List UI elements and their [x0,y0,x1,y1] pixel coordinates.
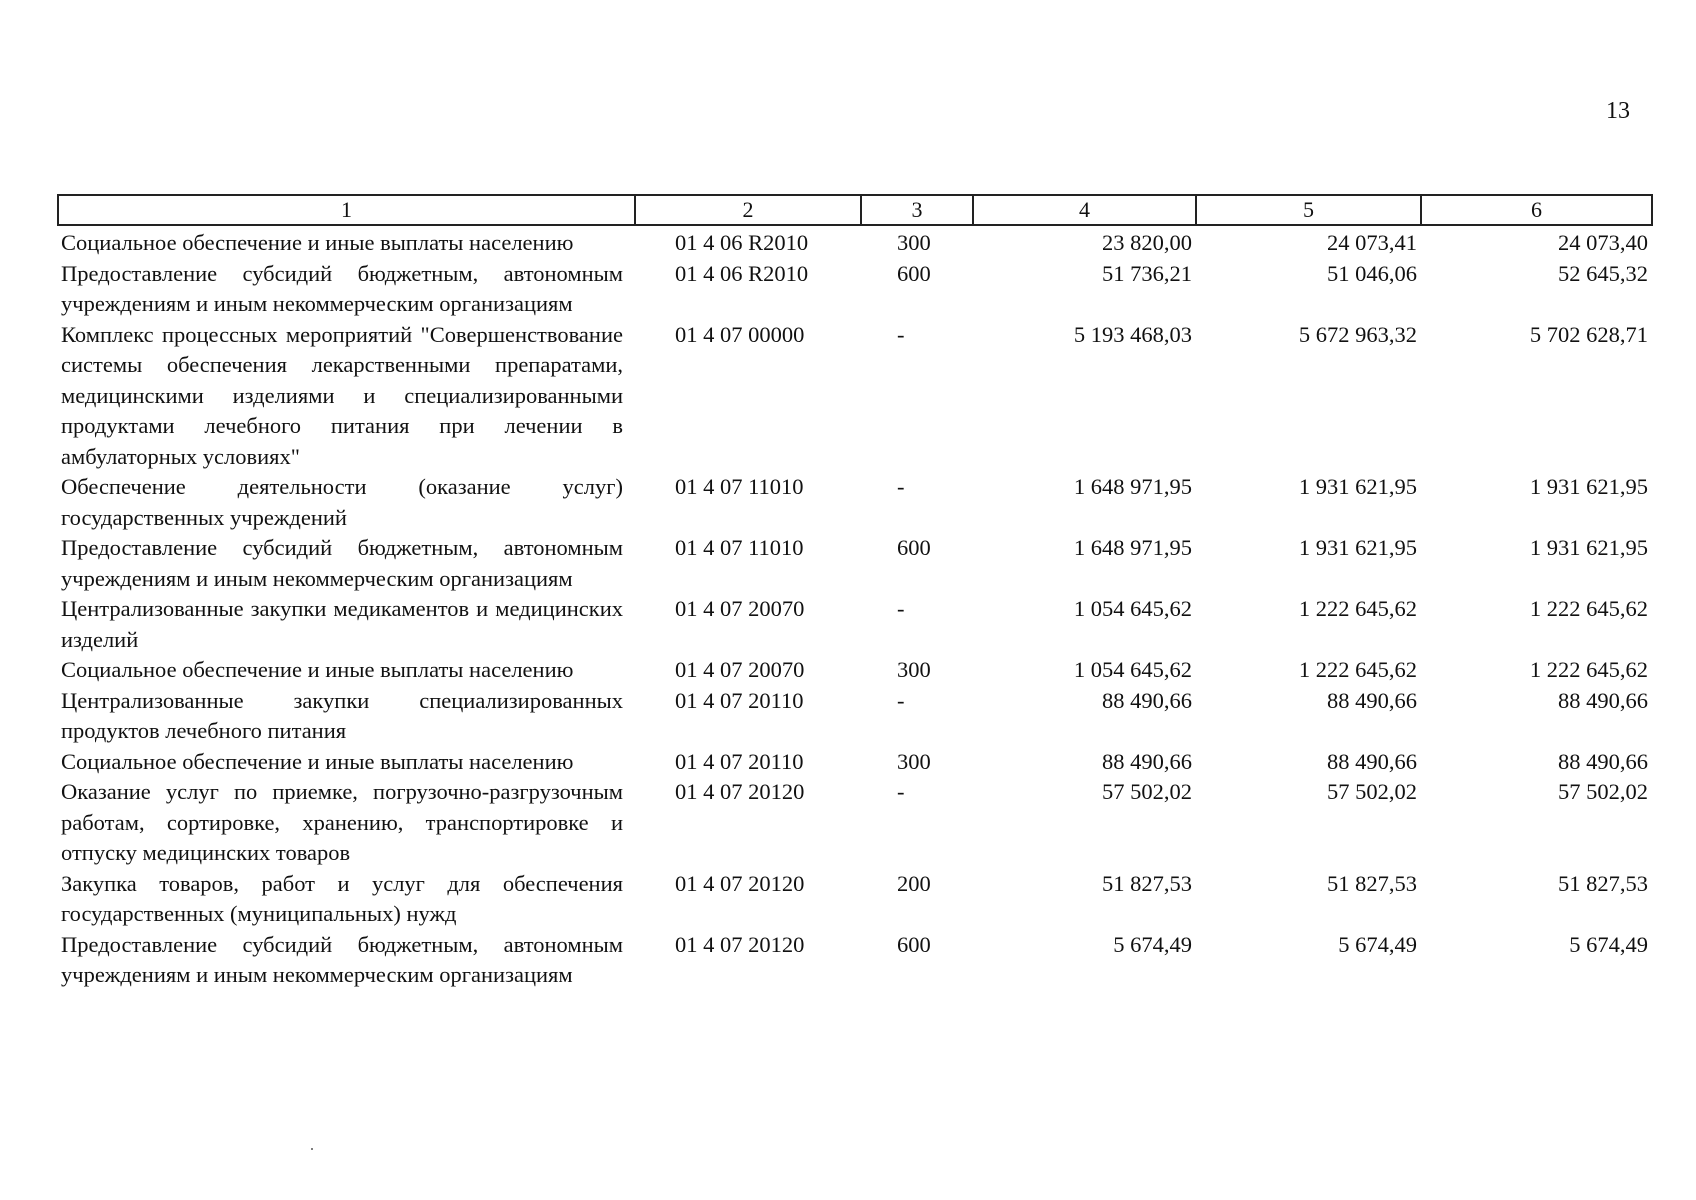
row-value-cell-4: 1 054 645,62 [1073,596,1192,621]
row-code-cell: 01 4 07 20120 [675,870,805,896]
row-value-cell-6: 24 073,40 [1558,230,1648,255]
row-code-cell: 01 4 07 11010 [675,474,804,499]
row-type-cell: 200 [897,870,931,896]
row-value-cell-5: 5 674,49 [1338,931,1417,957]
row-code-cell: 01 4 06 R2010 [675,260,809,286]
row-value-cell-5: 1 931 621,95 [1298,535,1417,560]
row-type-cell: 300 [897,748,931,774]
row-name-cell: Социальное обеспечение и иные выплаты населению [61,748,574,774]
row-name-cell: Предоставление субсидий бюджетным, автономным учреждениям и иным некоммерческим организациям [61,535,623,591]
row-value-cell-6: 57 502,02 [1558,779,1648,804]
row-value-cell-5: 88 490,66 [1327,687,1417,713]
row-value-cell-5: 1 222 645,62 [1298,596,1417,621]
row-type-cell: - [897,321,905,347]
row-code-cell: 01 4 07 20070 [675,657,805,682]
row-type-cell: 600 [897,260,931,286]
row-value-cell-6: 1 222 645,62 [1529,596,1648,621]
row-name-cell: Предоставление субсидий бюджетным, автономным учреждениям и иным некоммерческим организациям [61,260,623,316]
row-name-cell: Социальное обеспечение и иные выплаты населению [61,230,574,255]
table-row [58,259,1652,320]
row-type-cell: - [897,474,905,499]
table-row [58,472,1652,533]
row-name-cell: Социальное обеспечение и иные выплаты населению [61,657,574,682]
table-row [58,320,1652,473]
row-value-cell-4: 23 820,00 [1102,230,1192,255]
row-name-cell: Предоставление субсидий бюджетным, автономным учреждениям и иным некоммерческим организациям [61,931,623,987]
table-row [58,225,1652,259]
row-type-cell: 300 [897,230,931,255]
row-type-cell: 300 [897,657,931,682]
row-type-cell: - [897,596,905,621]
row-type-cell: - [897,687,905,713]
row-name-cell: Централизованные закупки медикаментов и медицинских изделий [61,596,623,652]
row-value-cell-4: 51 827,53 [1102,870,1192,896]
row-value-cell-5: 1 222 645,62 [1298,657,1417,682]
row-type-cell: 600 [897,535,931,560]
table-row [58,686,1652,747]
row-code-cell: 01 4 07 11010 [675,535,804,560]
table-row [58,655,1652,686]
row-value-cell-6: 51 827,53 [1558,870,1648,896]
row-type-cell: 600 [897,931,931,957]
budget-table [57,194,1653,991]
column-header-6: 6 [1421,195,1652,225]
row-value-cell-4: 88 490,66 [1102,687,1192,713]
row-value-cell-6: 1 222 645,62 [1529,657,1648,682]
table-row [58,533,1652,594]
row-value-cell-6: 88 490,66 [1558,748,1648,774]
scan-artifact-dot [311,1148,313,1150]
row-name-cell: Комплекс процессных мероприятий "Совершенствование системы обеспечения лекарственными препаратами, медицинскими изделиями и специализированными продуктами лечебного питания при лечении в амбулаторных условиях" [61,321,623,469]
row-code-cell: 01 4 07 20120 [675,779,805,804]
row-value-cell-4: 5 193 468,03 [1073,321,1192,347]
row-value-cell-6: 52 645,32 [1558,260,1648,286]
row-value-cell-4: 5 674,49 [1113,931,1192,957]
column-header-2: 2 [635,195,861,225]
row-value-cell-4: 88 490,66 [1102,748,1192,774]
row-value-cell-6: 1 931 621,95 [1529,474,1648,499]
row-value-cell-5: 88 490,66 [1327,748,1417,774]
row-value-cell-6: 5 674,49 [1569,931,1648,957]
row-code-cell: 01 4 07 00000 [675,321,805,347]
row-name-cell: Оказание услуг по приемке, погрузочно-разгрузочным работам, сортировке, хранению, транспортировке и отпуску медицинских товаров [61,779,623,865]
table-header [58,195,1652,225]
table-row [58,930,1652,991]
page-number: 13 [1606,98,1630,124]
column-header-5: 5 [1196,195,1421,225]
row-value-cell-6: 5 702 628,71 [1529,321,1648,347]
column-header-3: 3 [861,195,973,225]
row-type-cell: - [897,779,905,804]
row-name-cell: Обеспечение деятельности (оказание услуг) государственных учреждений [61,474,623,530]
table-row [58,594,1652,655]
row-code-cell: 01 4 06 R2010 [675,230,809,255]
row-value-cell-6: 88 490,66 [1558,687,1648,713]
row-value-cell-5: 57 502,02 [1327,779,1417,804]
row-code-cell: 01 4 07 20070 [675,596,805,621]
row-value-cell-5: 5 672 963,32 [1298,321,1417,347]
row-value-cell-5: 1 931 621,95 [1298,474,1417,499]
row-code-cell: 01 4 07 20110 [675,748,804,774]
row-code-cell: 01 4 07 20120 [675,931,805,957]
header-row [58,195,1652,225]
column-header-4: 4 [973,195,1196,225]
table-body [58,225,1652,991]
row-value-cell-5: 51 046,06 [1327,260,1417,286]
row-value-cell-6: 1 931 621,95 [1529,535,1648,560]
column-header-1: 1 [58,195,635,225]
table-row [58,777,1652,869]
table-row [58,869,1652,930]
row-name-cell: Закупка товаров, работ и услуг для обеспечения государственных (муниципальных) нужд [61,870,623,926]
row-value-cell-4: 1 054 645,62 [1073,657,1192,682]
row-value-cell-4: 57 502,02 [1102,779,1192,804]
row-code-cell: 01 4 07 20110 [675,687,804,713]
row-value-cell-5: 24 073,41 [1327,230,1417,255]
row-value-cell-4: 1 648 971,95 [1073,474,1192,499]
row-value-cell-4: 51 736,21 [1102,260,1192,286]
row-value-cell-5: 51 827,53 [1327,870,1417,896]
table-row [58,747,1652,778]
row-value-cell-4: 1 648 971,95 [1073,535,1192,560]
row-name-cell: Централизованные закупки специализированных продуктов лечебного питания [61,687,623,743]
